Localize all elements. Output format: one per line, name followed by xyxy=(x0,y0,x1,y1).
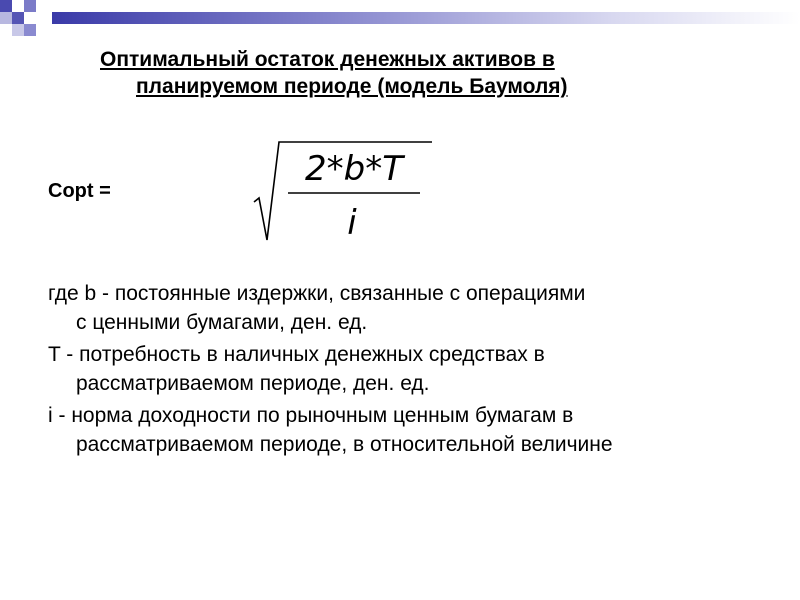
deco-square xyxy=(12,24,24,36)
definition-text: T - потребность в наличных денежных средствах в xyxy=(48,343,545,366)
definition-b xyxy=(48,279,768,337)
slide-title-line2: планируемом периоде (модель Баумоля) xyxy=(136,75,568,98)
deco-square xyxy=(36,0,48,12)
deco-square xyxy=(0,12,12,24)
deco-square xyxy=(24,12,36,24)
definition-text: i - норма доходности по рыночным ценным бумагам в xyxy=(48,404,574,427)
formula-label: Copt = xyxy=(48,180,111,202)
deco-square xyxy=(12,12,24,24)
baumol-formula xyxy=(252,140,432,245)
slide-title-line1: Оптимальный остаток денежных активов в xyxy=(100,48,555,71)
deco-square xyxy=(12,0,24,12)
definition-t xyxy=(48,340,768,398)
definition-text: где b - постоянные издержки, связанные с операциями xyxy=(48,282,586,305)
deco-square xyxy=(0,0,12,12)
deco-square xyxy=(24,24,36,36)
definition-i xyxy=(48,401,768,459)
definition-text: рассматриваемом периоде, ден. ед. xyxy=(76,372,430,395)
formula-numerator: 2*b*T xyxy=(305,149,403,189)
slide-title xyxy=(100,46,740,100)
formula-denominator: i xyxy=(347,203,357,243)
deco-square xyxy=(0,24,12,36)
deco-square xyxy=(24,0,36,12)
variable-definitions xyxy=(48,279,768,459)
definition-text: с ценными бумагами, ден. ед. xyxy=(76,311,368,334)
definition-text: рассматриваемом периоде, в относительной величине xyxy=(76,433,613,456)
top-gradient-bar xyxy=(52,12,800,24)
decorative-corner-squares xyxy=(0,0,70,50)
